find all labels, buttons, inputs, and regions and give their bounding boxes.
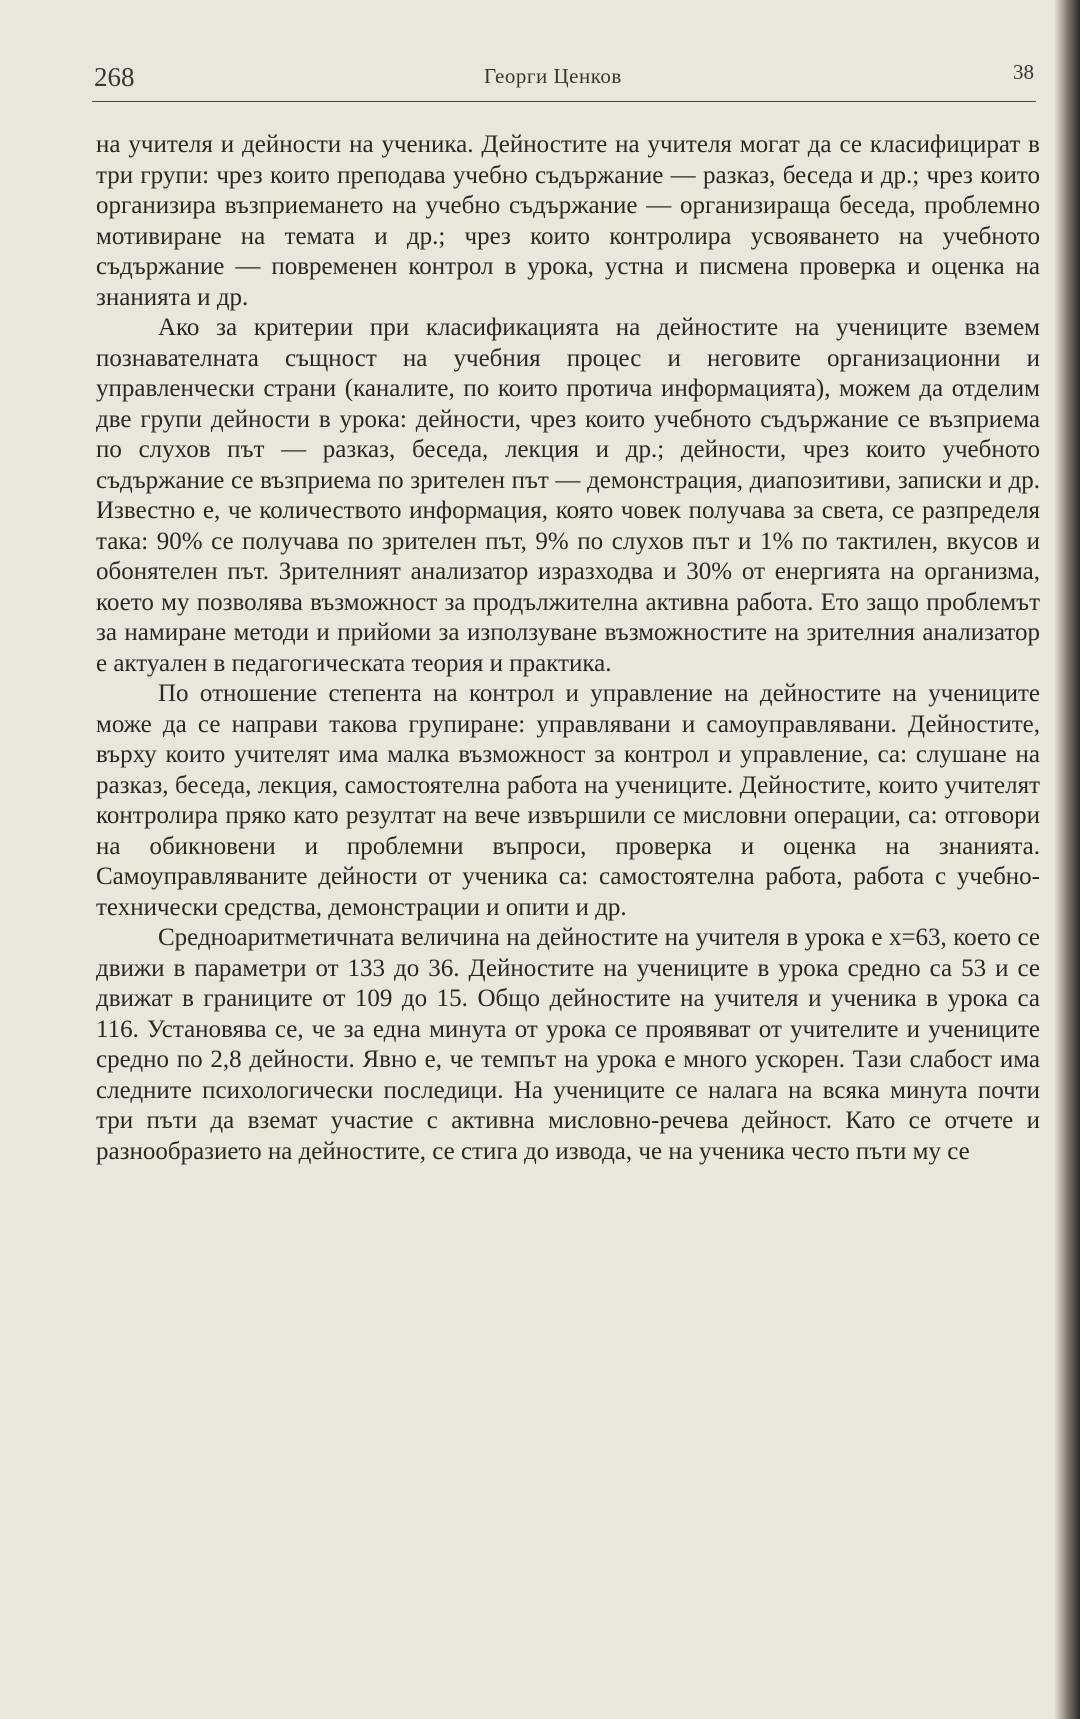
paragraph-control-management: По отношение степента на контрол и управление на дейностите на учениците може да се направи такова групиране: управлявани и самоуправлявани. Дейностите, върху които учителят има малка възможност за контрол и управление, са: слушане на разказ, беседа, лекция, самостоятелна работа на учениците. Дейностите, които учителят контролира пряко като резултат на вече извършили се мисловни операции, са: отговори на обикновени и проблемни въпроси, проверка и оценка на знанията. Самоуправляваните дейности от ученика са: самостоятелна работа, работа с учебно-технически средства, демонстрации и опити и др. [96,680,1040,921]
header-rule [92,101,1036,102]
body-text [96,130,1040,1167]
paragraph-student-activities: Ако за критерии при класификацията на дейностите на учениците вземем познавателната същност на учебния процес и неговите организационни и управленчески страни (каналите, по които протича информацията), можем да отделим две групи дейности в урока: дейности, чрез които учебното съдържание се възприема по слухов път — разказ, беседа, лекция и др.; дейности, чрез които учебното съдържание се възприема по зрителен път — демонстрация, диапозитиви, записки и др. Известно е, че количеството информация, която човек получава за света, се разпределя така: 90% се получава по зрителен път, 9% по слухов път и 1% по тактилен, вкусов и обонятелен път. Зрителният анализатор изразходва и 30% от енергията на организма, което му позволява възможност за продължителна активна работа. Ето защо проблемът за намиране методи и прийоми за използуване възможностите на зрителния анализатор е актуален в педагогическата теория и практика. [96,314,1040,677]
running-head [92,56,1036,96]
chapter-number: 38 [1013,60,1034,84]
paragraph-arithmetic-mean: Средноаритметичната величина на дейностите на учителя в урока е x=63, което се движи в параметри от 133 до 36. Дейностите на учениците в урока средно са 53 и се движат в границите от 109 до 15. Общо дейностите на учителя и ученика в урока са 116. Установява се, че за една минута от урока се проявяват от учителите и учениците средно по 2,8 дейности. Явно е, че темпът на урока е много ускорен. Тази слабост има следните психологически последици. На учениците се налага на всяка минута почти три пъти да вземат участие с активна мисловно-речева дейност. Като се отчете и разнообразието на дейностите, се стига до извода, че на ученика често пъти му се [96,924,1040,1165]
page-number: 268 [94,62,135,92]
book-edge-shadow [1054,0,1080,1719]
running-title: Георги Ценков [484,64,622,88]
paragraph-continuation: на учителя и дейности на ученика. Дейностите на учителя могат да се класифицират в три групи: чрез които преподава учебно съдържание — разказ, беседа и др.; чрез които организира възприемането на учебно съдържание — организираща беседа, проблемно мотивиране на темата и др.; чрез които контролира усвояването на учебното съдържание — повременен контрол в урока, устна и писмена проверка и оценка на знанията и др. [96,131,1040,311]
